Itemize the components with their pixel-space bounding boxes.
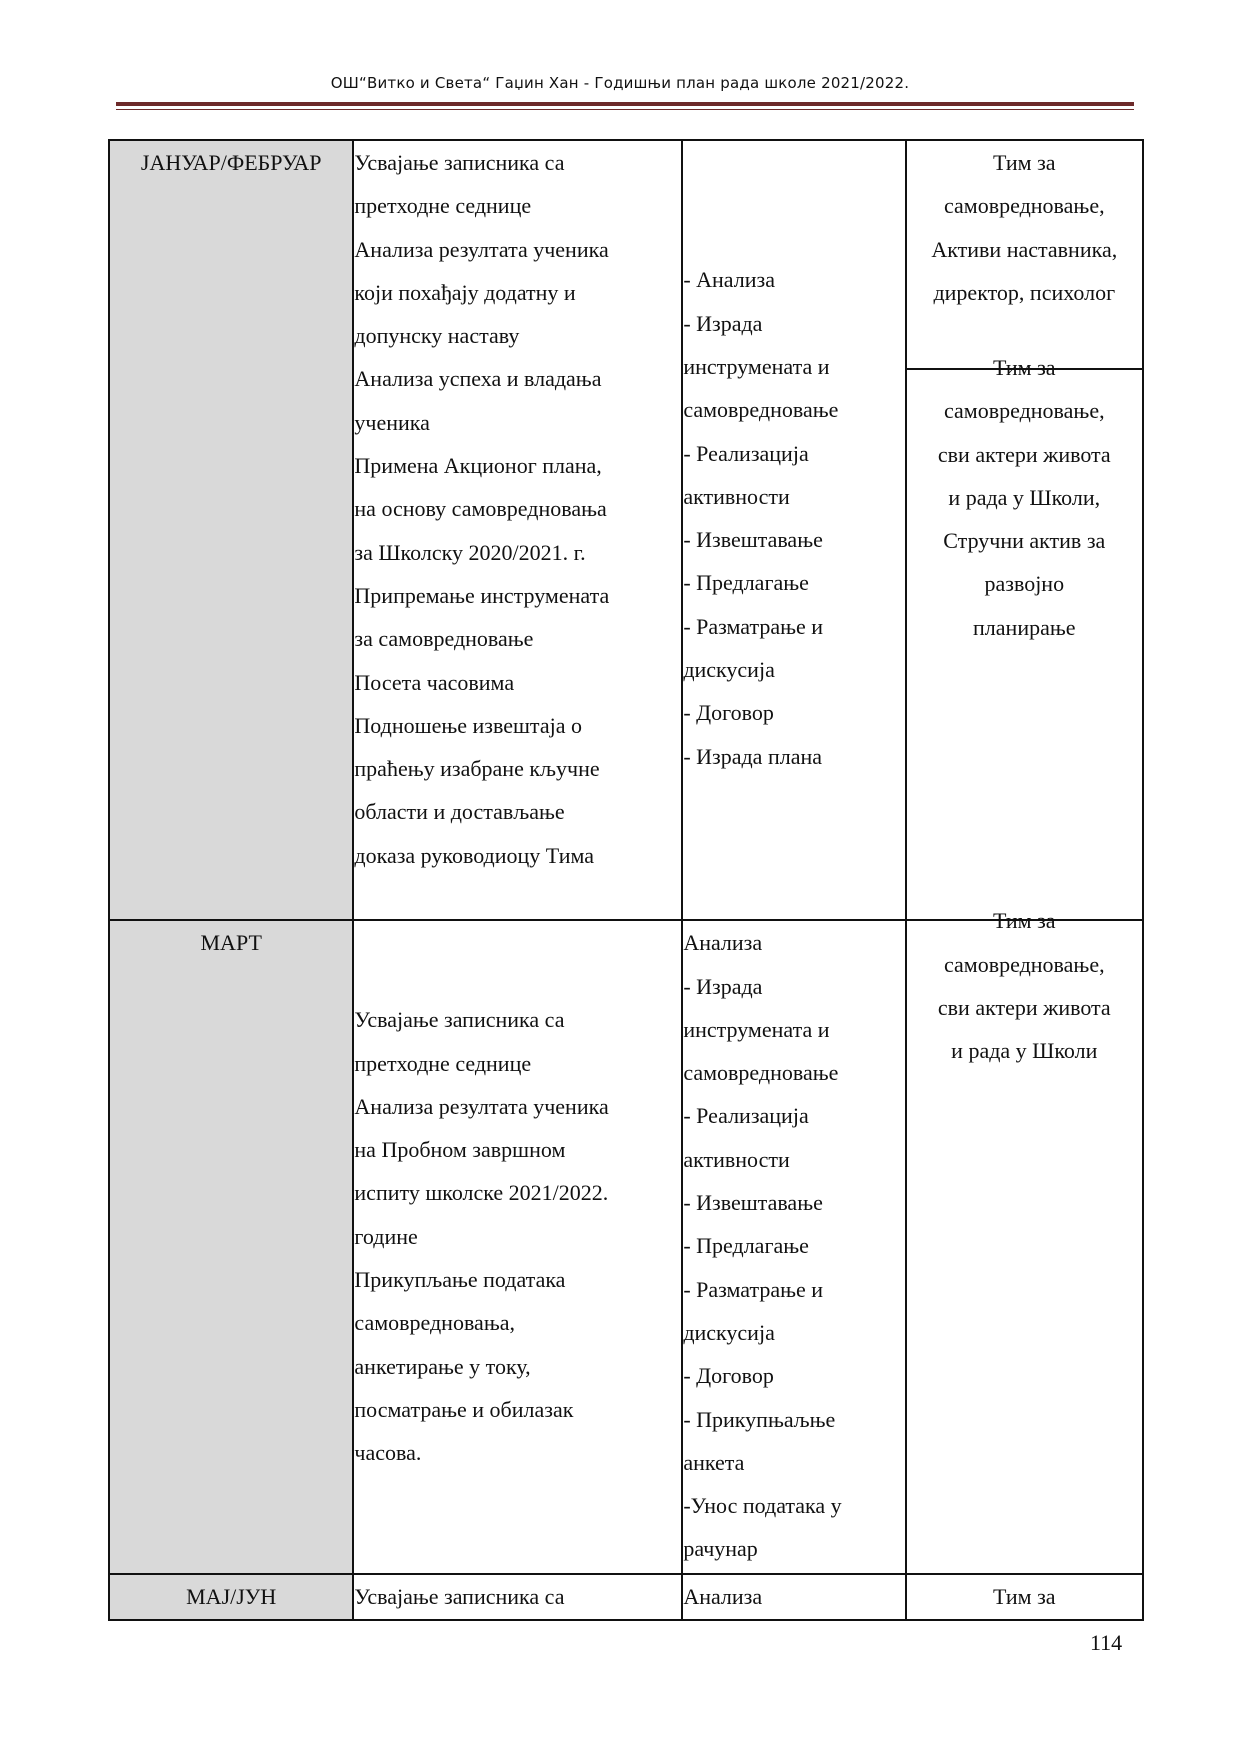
text-line: анкета — [683, 1449, 745, 1475]
text-line: Тим за — [993, 354, 1056, 380]
text-line: - Договор — [683, 1363, 774, 1389]
responsible-list — [907, 1575, 1142, 1618]
running-header: ОШ“Витко и Света“ Гаџин Хан - Годишњи план рада школе 2021/2022. — [330, 74, 910, 92]
activities-cell — [353, 1574, 682, 1620]
responsible-cell — [906, 354, 1143, 920]
text-line: директор, психолог — [933, 279, 1116, 305]
text-line: и рада у Школи — [951, 1038, 1098, 1064]
methods-list — [683, 258, 904, 778]
text-line: дискусија — [683, 1319, 775, 1345]
table-row — [109, 1574, 1143, 1620]
text-line: сви актери живота — [937, 994, 1111, 1020]
text-line: - Израда — [683, 973, 763, 999]
month-cell — [109, 920, 353, 1574]
methods-cell — [682, 920, 905, 1574]
text-line: развојно — [984, 571, 1065, 597]
text-line: планирање — [973, 614, 1076, 640]
text-line: - Реализација — [683, 1103, 809, 1129]
header-rule-thick — [116, 102, 1134, 106]
responsible-list — [907, 899, 1142, 1072]
text-line: на Пробном завршном — [354, 1137, 566, 1163]
table-row — [109, 140, 1143, 369]
text-line: Посета часовима — [354, 669, 515, 695]
text-line: - Извештавање — [683, 527, 823, 553]
text-line: посматрање и обилазак — [354, 1396, 574, 1422]
text-line: самовредновање, — [944, 951, 1105, 977]
text-line: часова. — [354, 1440, 422, 1466]
text-line: Подношење извештаја о — [354, 712, 582, 738]
text-line: - Разматрање и — [683, 613, 824, 639]
text-line: - Прикупњаљње — [683, 1406, 836, 1432]
text-line: доказа руководиоцу Тима — [354, 842, 594, 868]
text-line: претходне седнице — [354, 1050, 532, 1076]
text-line: активности — [683, 1146, 790, 1172]
text-line: - Предлагање — [683, 1233, 809, 1259]
text-line: активности — [683, 483, 790, 509]
page-number: 114 — [1090, 1630, 1123, 1655]
responsible-cell — [906, 908, 1143, 1574]
text-line: Прикупљање података — [354, 1267, 566, 1293]
text-line: - Извештавање — [683, 1190, 823, 1216]
self-evaluation-plan-table — [108, 139, 1144, 1621]
text-line: претходне седнице — [354, 193, 532, 219]
text-line: Усвајање записника са — [354, 150, 565, 175]
methods-cell — [682, 1574, 905, 1620]
text-line: - Реализација — [683, 440, 809, 466]
methods-list — [683, 1575, 904, 1618]
responsible-list — [907, 346, 1142, 649]
text-line: - Израда плана — [683, 743, 822, 769]
responsible-cell — [906, 1574, 1143, 1620]
text-line: Анализа успеха и владања — [354, 366, 602, 392]
text-line: - Договор — [683, 700, 774, 726]
text-line: Анализа — [683, 1584, 763, 1610]
text-line: на основу самовредновања — [354, 496, 607, 522]
text-line: за Школску 2020/2021. г. — [354, 539, 586, 565]
text-line: Анализа резултата ученика — [354, 236, 609, 262]
text-line: инструмената и — [683, 1016, 830, 1042]
activities-cell — [353, 140, 682, 920]
text-line: Припремање инструмената — [354, 582, 610, 608]
text-line: и рада у Школи, — [948, 484, 1101, 510]
methods-list — [683, 921, 904, 1570]
text-line: самовредновање — [683, 1060, 839, 1086]
text-line: Активи наставника, — [931, 236, 1118, 262]
header-rule-thin — [116, 109, 1134, 110]
text-line: за самовредновање — [354, 626, 534, 652]
text-line: Тим за — [993, 908, 1056, 934]
text-line: Усвајање записника са — [354, 1584, 565, 1610]
text-line: самовредновања, — [354, 1310, 515, 1336]
month-label: МАЈ/ЈУН — [186, 1584, 277, 1610]
text-line: године — [354, 1223, 418, 1249]
month-label: ЈАНУАР/ФЕБРУАР — [140, 150, 322, 175]
text-line: рачунар — [683, 1536, 758, 1562]
text-line: анкетирање у току, — [354, 1353, 531, 1379]
month-label: МАРТ — [200, 930, 262, 956]
text-line: Стручни актив за — [943, 528, 1106, 554]
text-line: ученика — [354, 409, 430, 435]
text-line: - Анализа — [683, 267, 775, 293]
activities-list — [354, 141, 681, 877]
text-line: самовредновање, — [944, 193, 1105, 219]
text-line: -Унос података у — [683, 1493, 842, 1519]
text-line: Примена Акционог плана, — [354, 453, 602, 479]
text-line: Анализа резултата ученика — [354, 1093, 609, 1119]
text-line: праћењу изабране кључне — [354, 756, 600, 782]
month-cell — [109, 140, 353, 920]
text-line: - Предлагање — [683, 570, 809, 596]
month-cell — [109, 1574, 353, 1620]
activities-list — [354, 1575, 681, 1618]
activities-list — [354, 998, 681, 1474]
text-line: инструмената и — [683, 353, 830, 379]
responsible-list — [907, 141, 1142, 314]
text-line: испиту школске 2021/2022. — [354, 1180, 609, 1206]
text-line: самовредновање — [683, 397, 839, 423]
text-line: Тим за — [993, 150, 1056, 175]
text-line: - Разматрање и — [683, 1276, 824, 1302]
responsible-cell — [906, 140, 1143, 369]
text-line: Тим за — [993, 1584, 1056, 1610]
text-line: самовредновање, — [944, 398, 1105, 424]
text-line: дискусија — [683, 657, 775, 683]
text-line: Анализа — [683, 930, 763, 956]
text-line: области и достављање — [354, 799, 565, 825]
text-line: - Израда — [683, 310, 763, 336]
methods-cell — [682, 140, 905, 920]
text-line: Усвајање записника са — [354, 1007, 565, 1033]
text-line: који похађају додатну и — [354, 279, 576, 305]
text-line: допунску наставу — [354, 323, 520, 349]
activities-cell — [353, 920, 682, 1574]
text-line: сви актери живота — [937, 441, 1111, 467]
table-row — [109, 920, 1143, 1574]
